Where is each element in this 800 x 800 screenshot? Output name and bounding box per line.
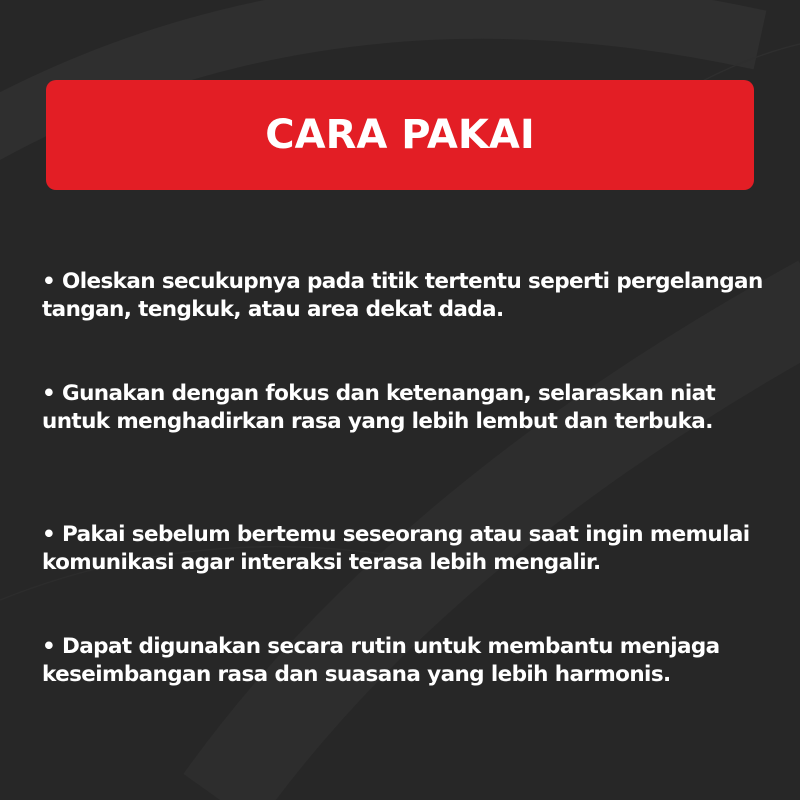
title-banner [46, 80, 754, 190]
list-item: • Oleskan secukupnya pada titik tertentu seperti pergelangan tangan, tengkuk, atau area dekat dada. [42, 269, 763, 322]
list-item: • Gunakan dengan fokus dan ketenangan, selaraskan niat untuk menghadirkan rasa yang lebih lembut dan terbuka. [42, 381, 716, 434]
list-item: • Dapat digunakan secara rutin untuk membantu menjaga keseimbangan rasa dan suasana yang lebih harmonis. [42, 634, 720, 687]
list-item: • Pakai sebelum bertemu seseorang atau saat ingin memulai komunikasi agar interaksi terasa lebih mengalir. [42, 522, 750, 575]
page-title: CARA PAKAI [265, 112, 535, 158]
